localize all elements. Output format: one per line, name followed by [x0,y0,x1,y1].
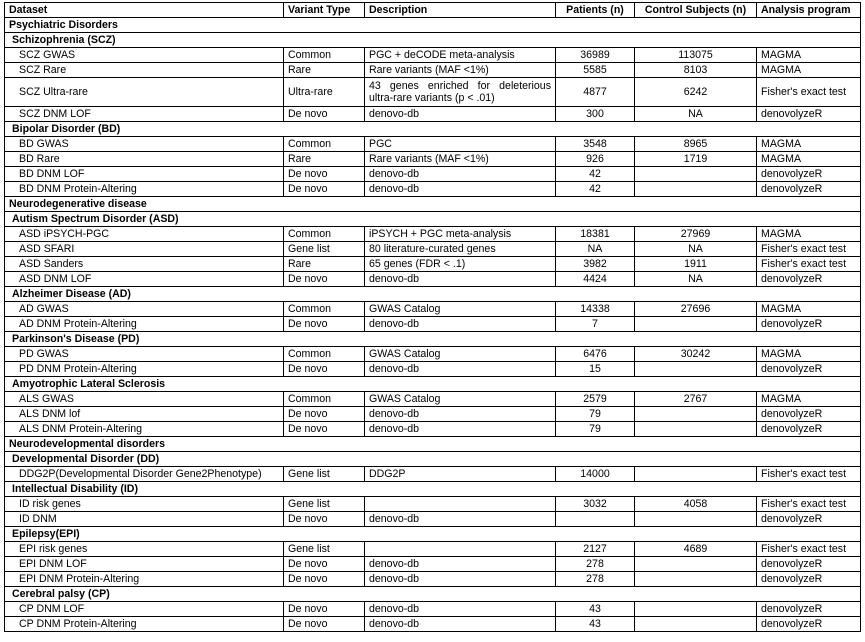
description-cell: PGC [365,137,556,152]
table-row [5,227,861,242]
control-subjects-cell [635,602,757,617]
subsection-header-row [5,452,861,467]
variant-type-cell: De novo [284,182,365,197]
table-row [5,63,861,78]
table-container [4,2,861,632]
dataset-cell: BD DNM LOF [5,167,284,182]
subsection-header-row [5,482,861,497]
variant-type-cell: De novo [284,602,365,617]
variant-type-cell: Rare [284,152,365,167]
patients-cell: 42 [556,167,635,182]
dataset-cell: ID risk genes [5,497,284,512]
variant-type-cell: De novo [284,407,365,422]
table-row [5,257,861,272]
control-subjects-cell [635,317,757,332]
control-subjects-cell: 1719 [635,152,757,167]
dataset-cell: ASD SFARI [5,242,284,257]
control-subjects-cell: 113075 [635,48,757,63]
analysis-program-cell: Fisher's exact test [757,497,861,512]
variant-type-cell: Common [284,48,365,63]
description-cell: 80 literature-curated genes [365,242,556,257]
dataset-cell: EPI DNM Protein-Altering [5,572,284,587]
subsection-title: Bipolar Disorder (BD) [5,122,861,137]
dataset-cell: EPI DNM LOF [5,557,284,572]
section-header-row [5,18,861,33]
description-cell: 65 genes (FDR < .1) [365,257,556,272]
dataset-cell: ALS DNM Protein-Altering [5,422,284,437]
description-cell: PGC + deCODE meta-analysis [365,48,556,63]
subsection-header-row [5,122,861,137]
patients-cell: 79 [556,422,635,437]
patients-cell: 43 [556,617,635,632]
variant-type-cell: Common [284,392,365,407]
description-cell: denovo-db [365,572,556,587]
dataset-cell: AD GWAS [5,302,284,317]
table-row [5,557,861,572]
patients-cell: NA [556,242,635,257]
section-header-row [5,437,861,452]
control-subjects-cell: NA [635,242,757,257]
description-cell: denovo-db [365,407,556,422]
description-cell: GWAS Catalog [365,347,556,362]
analysis-program-cell: denovolyzeR [757,107,861,122]
dataset-cell: SCZ GWAS [5,48,284,63]
analysis-program-cell: MAGMA [757,227,861,242]
patients-cell: 42 [556,182,635,197]
table-row [5,497,861,512]
description-cell: DDG2P [365,467,556,482]
patients-cell: 2579 [556,392,635,407]
patients-cell [556,512,635,527]
table-row [5,137,861,152]
description-cell: denovo-db [365,602,556,617]
dataset-cell: SCZ DNM LOF [5,107,284,122]
analysis-program-cell: Fisher's exact test [757,78,861,107]
control-subjects-cell: 2767 [635,392,757,407]
header-variant-type: Variant Type [284,3,365,18]
dataset-cell: DDG2P(Developmental Disorder Gene2Phenotype) [5,467,284,482]
table-row [5,242,861,257]
control-subjects-cell [635,422,757,437]
analysis-program-cell: denovolyzeR [757,557,861,572]
dataset-cell: ASD DNM LOF [5,272,284,287]
dataset-cell: CP DNM Protein-Altering [5,617,284,632]
analysis-program-cell: Fisher's exact test [757,542,861,557]
patients-cell: 5585 [556,63,635,78]
description-cell: denovo-db [365,167,556,182]
description-cell [365,542,556,557]
subsection-header-row [5,212,861,227]
description-cell: denovo-db [365,422,556,437]
dataset-cell: ALS DNM lof [5,407,284,422]
table-row [5,362,861,377]
analysis-program-cell: MAGMA [757,392,861,407]
dataset-cell: CP DNM LOF [5,602,284,617]
description-cell: denovo-db [365,317,556,332]
control-subjects-cell: NA [635,107,757,122]
subsection-title: Alzheimer Disease (AD) [5,287,861,302]
variant-type-cell: De novo [284,272,365,287]
table-row [5,347,861,362]
patients-cell: 278 [556,557,635,572]
analysis-program-cell: Fisher's exact test [757,467,861,482]
description-cell: iPSYCH + PGC meta-analysis [365,227,556,242]
table-row [5,107,861,122]
table-row [5,542,861,557]
analysis-program-cell: denovolyzeR [757,317,861,332]
patients-cell: 14338 [556,302,635,317]
control-subjects-cell: 6242 [635,78,757,107]
variant-type-cell: De novo [284,107,365,122]
patients-cell: 15 [556,362,635,377]
subsection-title: Cerebral palsy (CP) [5,587,861,602]
description-cell: 43 genes enriched for deleterious ultra-rare variants (p < .01) [365,78,556,107]
table-body [5,18,861,632]
header-control-subjects: Control Subjects (n) [635,3,757,18]
dataset-cell: PD GWAS [5,347,284,362]
table-row [5,167,861,182]
subsection-header-row [5,587,861,602]
table-row [5,78,861,107]
table-row [5,467,861,482]
description-cell: denovo-db [365,107,556,122]
subsection-title: Developmental Disorder (DD) [5,452,861,467]
dataset-cell: ASD iPSYCH-PGC [5,227,284,242]
header-patients: Patients (n) [556,3,635,18]
dataset-cell: BD DNM Protein-Altering [5,182,284,197]
description-cell: denovo-db [365,512,556,527]
analysis-program-cell: MAGMA [757,48,861,63]
header-description: Description [365,3,556,18]
analysis-program-cell: denovolyzeR [757,512,861,527]
patients-cell: 7 [556,317,635,332]
subsection-title: Epilepsy(EPI) [5,527,861,542]
control-subjects-cell [635,182,757,197]
control-subjects-cell: NA [635,272,757,287]
section-title: Neurodevelopmental disorders [5,437,861,452]
analysis-program-cell: denovolyzeR [757,422,861,437]
control-subjects-cell: 8965 [635,137,757,152]
variant-type-cell: De novo [284,422,365,437]
variant-type-cell: De novo [284,557,365,572]
dataset-cell: PD DNM Protein-Altering [5,362,284,377]
variant-type-cell: De novo [284,167,365,182]
dataset-cell: SCZ Ultra-rare [5,78,284,107]
description-cell: denovo-db [365,617,556,632]
section-title: Psychiatric Disorders [5,18,861,33]
control-subjects-cell: 4058 [635,497,757,512]
table-row [5,392,861,407]
analysis-program-cell: denovolyzeR [757,182,861,197]
subsection-title: Parkinson's Disease (PD) [5,332,861,347]
header-analysis-program: Analysis program [757,3,861,18]
description-cell: GWAS Catalog [365,392,556,407]
analysis-program-cell: Fisher's exact test [757,242,861,257]
control-subjects-cell: 8103 [635,63,757,78]
subsection-header-row [5,287,861,302]
variant-type-cell: Ultra-rare [284,78,365,107]
control-subjects-cell [635,512,757,527]
patients-cell: 278 [556,572,635,587]
analysis-program-cell: denovolyzeR [757,572,861,587]
control-subjects-cell [635,557,757,572]
patients-cell: 6476 [556,347,635,362]
dataset-cell: BD GWAS [5,137,284,152]
table-row [5,302,861,317]
subsection-title: Amyotrophic Lateral Sclerosis [5,377,861,392]
variant-type-cell: De novo [284,512,365,527]
control-subjects-cell [635,467,757,482]
dataset-table [4,2,861,632]
dataset-cell: ID DNM [5,512,284,527]
table-row [5,407,861,422]
description-cell: denovo-db [365,557,556,572]
variant-type-cell: De novo [284,362,365,377]
variant-type-cell: Common [284,302,365,317]
patients-cell: 36989 [556,48,635,63]
patients-cell: 14000 [556,467,635,482]
subsection-title: Intellectual Disability (ID) [5,482,861,497]
table-row [5,572,861,587]
patients-cell: 300 [556,107,635,122]
description-cell [365,497,556,512]
subsection-title: Schizophrenia (SCZ) [5,33,861,48]
description-cell: denovo-db [365,182,556,197]
variant-type-cell: De novo [284,572,365,587]
header-row [5,3,861,18]
control-subjects-cell [635,617,757,632]
analysis-program-cell: denovolyzeR [757,272,861,287]
dataset-cell: SCZ Rare [5,63,284,78]
analysis-program-cell: denovolyzeR [757,407,861,422]
control-subjects-cell: 30242 [635,347,757,362]
description-cell: Rare variants (MAF <1%) [365,152,556,167]
subsection-title: Autism Spectrum Disorder (ASD) [5,212,861,227]
analysis-program-cell: Fisher's exact test [757,257,861,272]
control-subjects-cell: 27696 [635,302,757,317]
subsection-header-row [5,332,861,347]
table-row [5,272,861,287]
table-row [5,422,861,437]
dataset-cell: ALS GWAS [5,392,284,407]
patients-cell: 79 [556,407,635,422]
dataset-cell: BD Rare [5,152,284,167]
dataset-cell: AD DNM Protein-Altering [5,317,284,332]
analysis-program-cell: MAGMA [757,302,861,317]
table-row [5,48,861,63]
patients-cell: 18381 [556,227,635,242]
header-dataset: Dataset [5,3,284,18]
description-cell: denovo-db [365,362,556,377]
patients-cell: 4424 [556,272,635,287]
description-cell: denovo-db [365,272,556,287]
analysis-program-cell: MAGMA [757,347,861,362]
analysis-program-cell: denovolyzeR [757,362,861,377]
table-row [5,182,861,197]
table-row [5,152,861,167]
analysis-program-cell: MAGMA [757,137,861,152]
dataset-cell: ASD Sanders [5,257,284,272]
dataset-cell: EPI risk genes [5,542,284,557]
control-subjects-cell [635,167,757,182]
variant-type-cell: De novo [284,617,365,632]
patients-cell: 3982 [556,257,635,272]
variant-type-cell: Gene list [284,242,365,257]
table-row [5,317,861,332]
control-subjects-cell: 27969 [635,227,757,242]
patients-cell: 926 [556,152,635,167]
subsection-header-row [5,527,861,542]
patients-cell: 3032 [556,497,635,512]
control-subjects-cell: 4689 [635,542,757,557]
variant-type-cell: Gene list [284,542,365,557]
variant-type-cell: De novo [284,317,365,332]
section-header-row [5,197,861,212]
control-subjects-cell: 1911 [635,257,757,272]
analysis-program-cell: denovolyzeR [757,617,861,632]
description-cell: Rare variants (MAF <1%) [365,63,556,78]
section-title: Neurodegenerative disease [5,197,861,212]
patients-cell: 3548 [556,137,635,152]
variant-type-cell: Common [284,347,365,362]
table-row [5,617,861,632]
analysis-program-cell: denovolyzeR [757,602,861,617]
patients-cell: 4877 [556,78,635,107]
variant-type-cell: Rare [284,257,365,272]
variant-type-cell: Gene list [284,467,365,482]
analysis-program-cell: denovolyzeR [757,167,861,182]
control-subjects-cell [635,362,757,377]
analysis-program-cell: MAGMA [757,63,861,78]
variant-type-cell: Rare [284,63,365,78]
variant-type-cell: Gene list [284,497,365,512]
patients-cell: 2127 [556,542,635,557]
description-cell: GWAS Catalog [365,302,556,317]
control-subjects-cell [635,407,757,422]
variant-type-cell: Common [284,137,365,152]
control-subjects-cell [635,572,757,587]
analysis-program-cell: MAGMA [757,152,861,167]
table-row [5,512,861,527]
variant-type-cell: Common [284,227,365,242]
subsection-header-row [5,33,861,48]
subsection-header-row [5,377,861,392]
patients-cell: 43 [556,602,635,617]
table-row [5,602,861,617]
